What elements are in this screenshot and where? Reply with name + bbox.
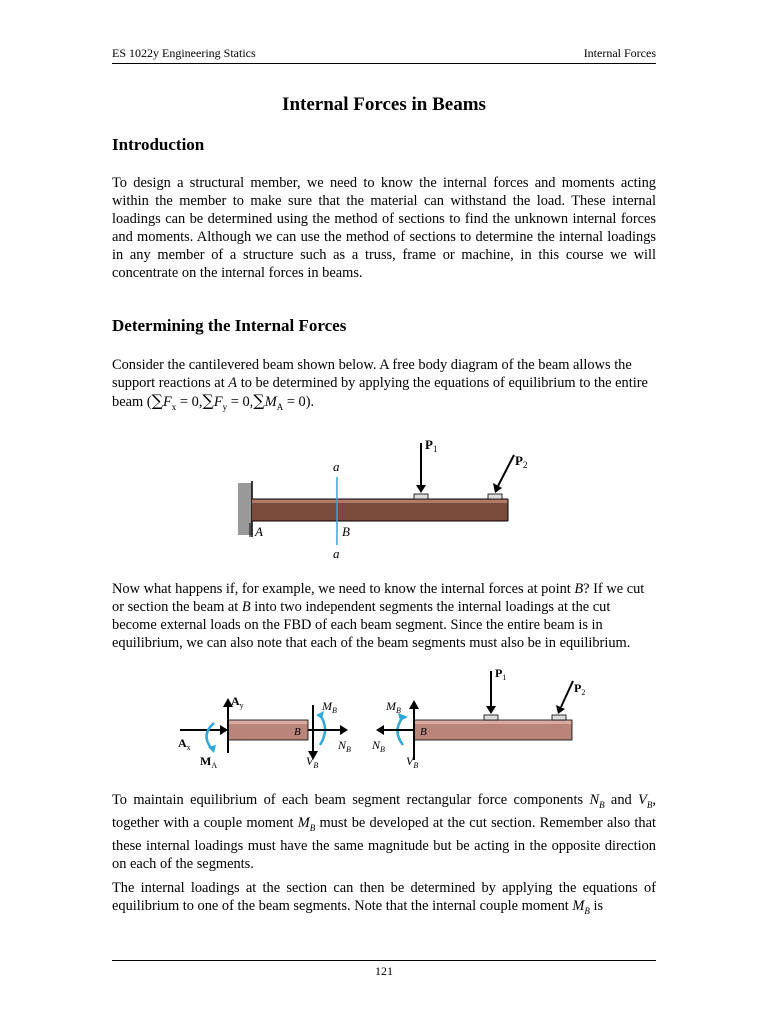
shear-vb-left-label: $V_B$ [306,754,319,770]
point-b-label: B [342,524,350,539]
page-title: Internal Forces in Beams [282,94,486,115]
load-p2-arrow [498,455,514,486]
page-number: 121 [375,964,393,978]
cantilever-beam-figure [230,435,530,565]
determining-heading: Determining the Internal Forces [112,316,347,335]
normal-nb-left-label: $N_B$ [338,738,351,754]
moment-ma-arrow [206,723,214,749]
moment-ma-label: $M_A$ [200,754,218,770]
section-label-top: a [333,459,340,474]
reaction-ay-label: $A_y$ [231,694,244,710]
shear-vb-right-label: $V_B$ [406,754,419,770]
point-b-right-label: B [420,726,427,738]
point-a-label: A [255,524,263,539]
normal-nb-right-label: $N_B$ [372,738,385,754]
moment-mb-right-label: $M_B$ [386,699,401,715]
determining-paragraph-3: To maintain equilibrium of each beam segment rectangular force components $N_B$ and $V_B$, together with a couple moment $M_B$ must be developed at the cut section. Remember also that these internal loadings must have the same magnitude but be acting in the opposite direction on each of the segments. [112,792,656,872]
load-p1-label: $P_1$ [425,437,438,454]
header-left: ES 1022y Engineering Statics [112,46,256,60]
determining-paragraph-1: Consider the cantilevered beam shown below. A free body diagram of the beam allows the support reactions at A to be determined by applying the equations of equilibrium to the entire beam $(\sum F_x = 0,\sum F_y = 0,\sum M_A = 0)$. [112,357,648,412]
determining-paragraph-4: The internal loadings at the section can then be determined by applying the equations of equilibrium to one of the beam segments. Note that the internal couple moment $M_B$ is [112,880,656,916]
moment-mb-left-label: $M_B$ [322,699,337,715]
section-label-bottom: a [333,546,340,561]
sectioned-beam-figure [170,665,600,780]
load-p2-label: $P_2$ [515,453,528,470]
determining-paragraph-2: Now what happens if, for example, we need to know the internal forces at point B? If we cut or section the beam at B into two independent segments the internal loadings at the cut become external loads on the FBD of each beam segment. Since the entire beam is in equilibrium, we can also note that each of the beam segments must also be in equilibrium. [112,581,645,651]
intro-heading: Introduction [112,135,205,154]
intro-paragraph: To design a structural member, we need to know the internal forces and moments acting within the member to make sure that the material can withstand the load. These internal loadings can be determined using the method of sections to find the unknown internal forces and moments. Although we can use the method of sections to determine the internal loadings in any member of a structure such as a truss, frame or machine, in this course we will concentrate on the internal forces in beams. [112,175,656,281]
reaction-ax-label: $A_x$ [178,736,191,752]
load-p1-label-2: $P_1$ [495,666,507,682]
header-right: Internal Forces [583,46,656,60]
footer-rule [112,960,656,961]
point-b-left-label: B [294,726,301,738]
header-rule [112,63,656,64]
load-p2-label-2: $P_2$ [574,681,586,697]
load-p2-arrow-2 [561,681,573,707]
